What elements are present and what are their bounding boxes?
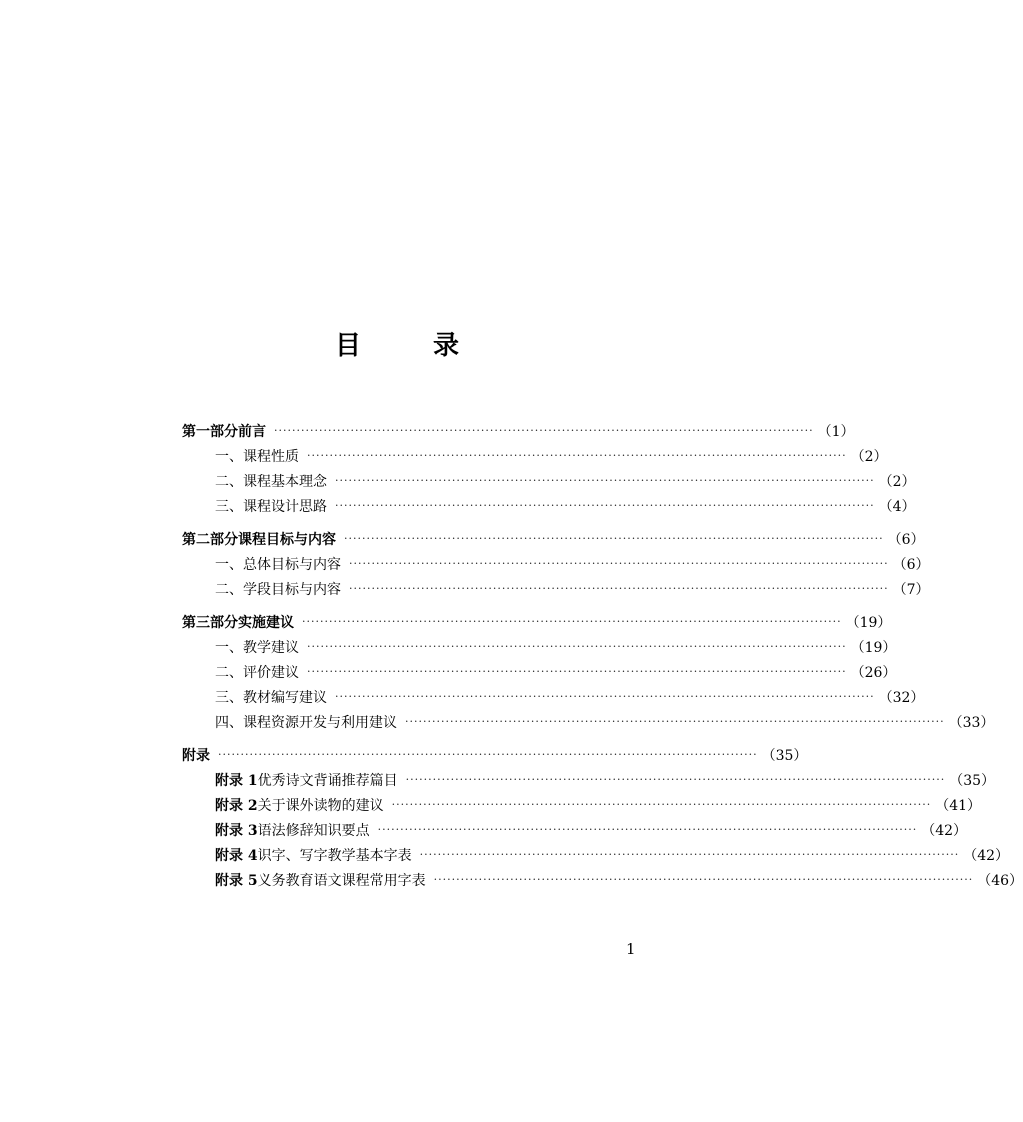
toc-entry[interactable] bbox=[182, 684, 925, 709]
toc-page-number: （1） bbox=[817, 423, 855, 440]
toc-entry-label: 一、总体目标与内容 bbox=[215, 556, 341, 573]
toc-page-number: （19） bbox=[850, 639, 897, 656]
toc-page-number: （2） bbox=[878, 473, 916, 490]
dot-leader: ························································································································ bbox=[391, 797, 932, 811]
toc-entry-label: 四、课程资源开发与利用建议 bbox=[215, 714, 397, 731]
page-title-char-1: 目 bbox=[335, 331, 362, 361]
toc-page-number: （32） bbox=[878, 689, 925, 706]
toc-entry-part2[interactable] bbox=[182, 526, 925, 551]
toc-entry[interactable] bbox=[182, 468, 916, 493]
appendix-number: 附录 1 bbox=[215, 772, 258, 789]
toc-entry-label: 三、教材编写建议 bbox=[215, 689, 327, 706]
dot-leader: ························································································································ bbox=[433, 872, 974, 886]
toc-entry[interactable] bbox=[182, 551, 930, 576]
dot-leader: ························································································································ bbox=[307, 639, 847, 653]
toc-page-number: （46） bbox=[977, 872, 1023, 889]
toc-part-title: 实施建议 bbox=[238, 614, 294, 631]
toc-page-number: （42） bbox=[963, 847, 1010, 864]
toc-entry-label: 关于课外读物的建议 bbox=[257, 797, 384, 814]
toc-entry-label: 优秀诗文背诵推荐篇目 bbox=[257, 772, 398, 789]
toc-page-number: （7） bbox=[892, 581, 930, 598]
appendix-number: 附录 2 bbox=[215, 797, 258, 814]
toc-page-number: （2） bbox=[850, 448, 888, 465]
toc-entry-label: 三、课程设计思路 bbox=[215, 498, 327, 515]
toc-entry[interactable] bbox=[182, 443, 888, 468]
toc-page-number: （41） bbox=[935, 797, 982, 814]
toc-page-number: （35） bbox=[761, 747, 808, 764]
toc-entry-label: 二、课程基本理念 bbox=[215, 473, 327, 490]
toc-part-title: 课程目标与内容 bbox=[238, 531, 336, 548]
dot-leader: ························································································································ bbox=[377, 822, 918, 836]
toc-entry[interactable] bbox=[182, 634, 897, 659]
toc-page-number: （6） bbox=[887, 531, 925, 548]
toc-page-number: （35） bbox=[949, 772, 996, 789]
page-number: 1 bbox=[626, 940, 636, 958]
dot-leader: ························································································································ bbox=[335, 689, 875, 703]
toc-entry-label: 义务教育语文课程常用字表 bbox=[257, 872, 426, 889]
toc-entry[interactable] bbox=[182, 576, 930, 601]
dot-leader: ························································································································ bbox=[335, 473, 875, 487]
toc-entry-part3[interactable] bbox=[182, 609, 892, 634]
toc-part-title: 前言 bbox=[238, 423, 266, 440]
dot-leader: ························································································································ bbox=[335, 498, 875, 512]
dot-leader: ························································································································ bbox=[274, 423, 814, 437]
toc-entry-label: 识字、写字教学基本字表 bbox=[257, 847, 412, 864]
toc-part-label: 第一部分 bbox=[182, 423, 238, 440]
toc-entry[interactable] bbox=[182, 659, 897, 684]
appendix-number: 附录 5 bbox=[215, 872, 258, 889]
toc-entry[interactable] bbox=[182, 867, 1023, 892]
toc-part-label: 第三部分 bbox=[182, 614, 238, 631]
dot-leader: ························································································································ bbox=[344, 531, 884, 545]
toc-part-label: 第二部分 bbox=[182, 531, 238, 548]
dot-leader: ························································································································ bbox=[405, 772, 946, 786]
toc-entry[interactable] bbox=[182, 792, 982, 817]
toc-entry[interactable] bbox=[182, 709, 995, 734]
toc-entry-label: 一、教学建议 bbox=[215, 639, 299, 656]
dot-leader: ························································································································ bbox=[419, 847, 960, 861]
toc-entry[interactable] bbox=[182, 842, 1010, 867]
appendix-number: 附录 4 bbox=[215, 847, 258, 864]
toc-entry-part1[interactable] bbox=[182, 418, 855, 443]
dot-leader: ························································································································ bbox=[307, 664, 847, 678]
toc-entry[interactable] bbox=[182, 817, 968, 842]
toc-entry-label: 一、课程性质 bbox=[215, 448, 299, 465]
page-title-char-2: 录 bbox=[432, 331, 459, 361]
toc-entry-appendix[interactable] bbox=[182, 742, 808, 767]
page-title bbox=[335, 328, 459, 364]
appendix-number: 附录 3 bbox=[215, 822, 258, 839]
dot-leader: ························································································································ bbox=[218, 747, 758, 761]
toc-page-number: （19） bbox=[845, 614, 892, 631]
toc-page-number: （4） bbox=[878, 498, 916, 515]
toc-entry-label: 二、评价建议 bbox=[215, 664, 299, 681]
dot-leader: ························································································································ bbox=[302, 614, 842, 628]
dot-leader: ························································································································ bbox=[405, 714, 945, 728]
dot-leader: ························································································································ bbox=[349, 581, 889, 595]
toc-part-label: 附录 bbox=[182, 747, 210, 764]
toc-entry-label: 二、学段目标与内容 bbox=[215, 581, 341, 598]
toc-page-number: （6） bbox=[892, 556, 930, 573]
table-of-contents bbox=[182, 418, 1023, 892]
dot-leader: ························································································································ bbox=[349, 556, 889, 570]
toc-page-number: （33） bbox=[948, 714, 995, 731]
toc-page-number: （26） bbox=[850, 664, 897, 681]
toc-entry[interactable] bbox=[182, 493, 916, 518]
toc-page-number: （42） bbox=[921, 822, 968, 839]
dot-leader: ························································································································ bbox=[307, 448, 847, 462]
toc-entry-label: 语法修辞知识要点 bbox=[257, 822, 370, 839]
toc-entry[interactable] bbox=[182, 767, 996, 792]
